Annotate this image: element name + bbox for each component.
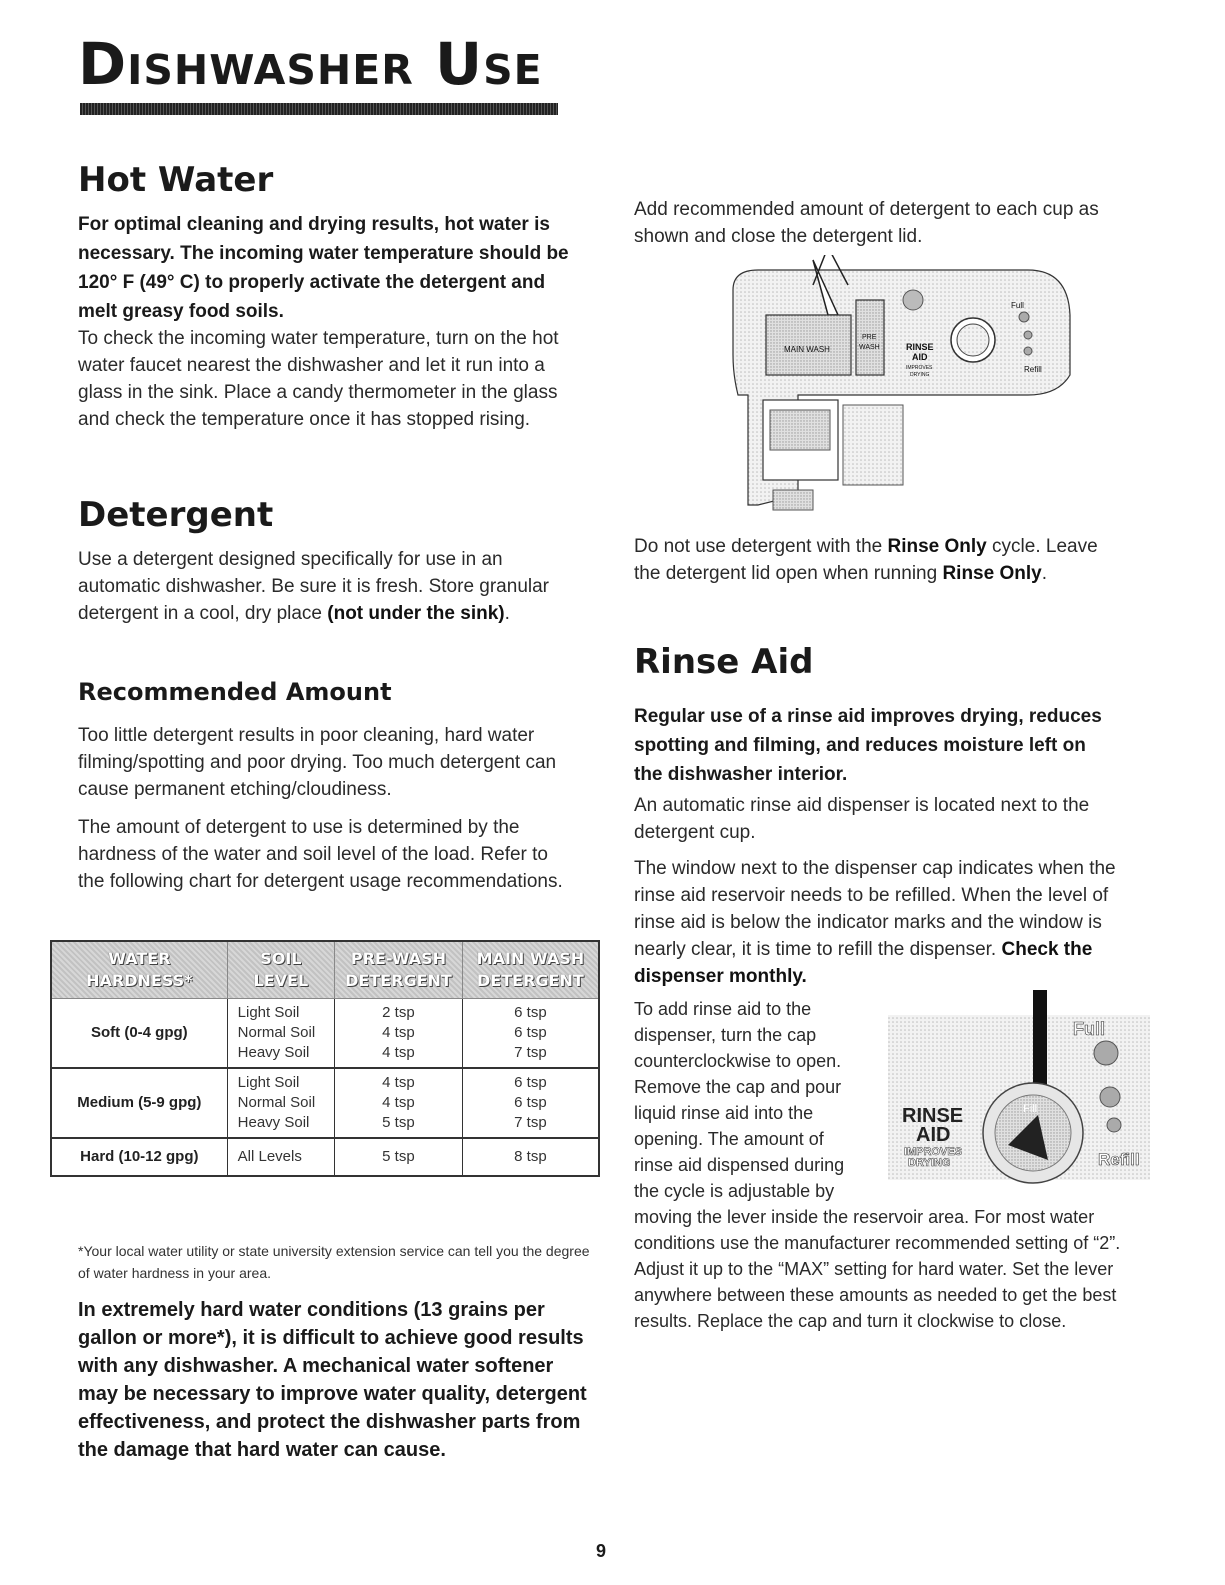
recommended-amount-heading: Recommended Amount — [78, 678, 392, 706]
fig2-label-full: Full — [1073, 1019, 1105, 1039]
fig-label-drying: DRYING — [910, 372, 930, 378]
hardness-cell: Medium (5-9 gpg) — [51, 1068, 227, 1138]
hard-water-warning: In extremely hard water conditions (13 grains per gallon or more*), it is difficult to achieve good results with any dishwasher. A mechanical water softener may be necessary to improve water quality, detergent effectiveness, and protect the dishwasher parts from the damage that hard water can cause. — [78, 1299, 587, 1461]
soil-level-cell: All Levels — [227, 1138, 334, 1176]
hot-water-heading: Hot Water — [78, 160, 274, 200]
hardness-footnote: *Your local water utility or state university extension service can tell you the degree of water hardness in your area. — [78, 1243, 590, 1281]
table-header-row — [51, 941, 599, 999]
fig-label-refill: Refill — [1024, 365, 1042, 374]
rinse-aid-heading: Rinse Aid — [634, 642, 814, 682]
page-number: 9 — [596, 1541, 607, 1561]
detergent-body: Use a detergent designed specifically for use in an automatic dishwasher. Be sure it is fresh. Store granular detergent in a cool, dry place (not under the sink). — [78, 549, 550, 624]
main-wash-cell: 8 tsp — [462, 1138, 599, 1176]
pre-wash-cell: 4 tsp 4 tsp 5 tsp — [335, 1068, 463, 1138]
header-soil-level: SOIL LEVEL — [227, 941, 334, 999]
header-main-wash-detergent: MAIN WASH DETERGENT — [462, 941, 599, 999]
title-underline — [80, 103, 558, 115]
hot-water-body: To check the incoming water temperature, turn on the hot water faucet nearest the dishwasher and let it run into a glass in the sink. Place a candy thermometer in the glass and check the temperature once it has stopped rising. — [78, 328, 559, 430]
table-row — [51, 999, 599, 1069]
pre-wash-cell: 5 tsp — [335, 1138, 463, 1176]
detergent-usage-table — [50, 940, 600, 1177]
main-wash-cell: 6 tsp 6 tsp 7 tsp — [462, 999, 599, 1069]
add-detergent-text: Add recommended amount of detergent to each cup as shown and close the detergent lid. — [634, 199, 1099, 247]
rinse-aid-p3-rest: moving the lever inside the reservoir area. For most water conditions use the manufacturer recommended setting of “2”. Adjust it up to the “MAX” setting for hard water. Set the lever anywhere between these amounts as needed to get the best results. Replace the cap and turn it clockwise to close. — [634, 1207, 1121, 1331]
header-pre-wash-detergent: PRE-WASH DETERGENT — [335, 941, 463, 999]
fig-label-full: Full — [1011, 301, 1024, 310]
rinse-only-note: Do not use detergent with the Rinse Only cycle. Leave the detergent lid open when running Rinse Only. — [634, 536, 1098, 584]
fig2-label-aid: AID — [916, 1124, 951, 1146]
fig2-label-drying: DRYING — [908, 1157, 951, 1169]
detergent-dispenser-illustration — [728, 255, 1073, 520]
page-title: Dishwasher Use — [78, 30, 543, 98]
fig-label-aid: AID — [912, 352, 928, 362]
soil-level-cell: Light Soil Normal Soil Heavy Soil — [227, 999, 334, 1069]
fig-label-improves: IMPROVES — [906, 365, 933, 371]
detergent-heading: Detergent — [78, 495, 274, 535]
hardness-cell: Hard (10-12 gpg) — [51, 1138, 227, 1176]
recommended-p2: The amount of detergent to use is determined by the hardness of the water and soil level of the load. Refer to the following chart for detergent usage recommendations. — [78, 817, 563, 892]
fig-label-pre: PRE — [862, 334, 877, 341]
hot-water-lead: For optimal cleaning and drying results, hot water is necessary. The incoming water temperature should be 120° F (49° C) to properly activate the detergent and melt greasy food soils. — [78, 214, 569, 322]
rinse-aid-p1: An automatic rinse aid dispenser is located next to the detergent cup. — [634, 795, 1090, 843]
table-row — [51, 1068, 599, 1138]
rinse-aid-cap-illustration — [888, 985, 1150, 1185]
soil-level-cell: Light Soil Normal Soil Heavy Soil — [227, 1068, 334, 1138]
main-wash-cell: 6 tsp 6 tsp 7 tsp — [462, 1068, 599, 1138]
fig2-label-improves: IMPROVES — [904, 1146, 963, 1158]
fig-label-rinse: RINSE — [906, 342, 934, 352]
fig-label-wash: WASH — [859, 344, 880, 351]
table-row — [51, 1138, 599, 1176]
header-water-hardness: WATER HARDNESS* — [51, 941, 227, 999]
recommended-p1: Too little detergent results in poor cleaning, hard water filming/spotting and poor drying. Too much detergent can cause permanent etching/cloudiness. — [78, 725, 557, 800]
fig2-label-refill: Refill — [1098, 1150, 1140, 1169]
pre-wash-cell: 2 tsp 4 tsp 4 tsp — [335, 999, 463, 1069]
rinse-aid-p2: The window next to the dispenser cap indicates when the rinse aid reservoir needs to be refilled. When the level of rinse aid is below the indicator marks and the window is nearly clear, it is time to refill the dispenser. Check the dispenser monthly. — [634, 858, 1116, 987]
fig-label-main-wash: MAIN WASH — [784, 345, 830, 354]
fig2-label-rinse: RINSE — [902, 1105, 964, 1127]
fig2-label-fill: Fill — [1023, 1103, 1038, 1115]
rinse-aid-p3-wrapped: To add rinse aid to the dispenser, turn the cap counterclockwise to open. Remove the cap and pour liquid rinse aid into the opening. The amount of rinse aid dispensed during the cycle is adjustable by — [634, 999, 845, 1201]
rinse-aid-lead: Regular use of a rinse aid improves drying, reduces spotting and filming, and reduces moisture left on the dishwasher interior. — [634, 706, 1102, 785]
hardness-cell: Soft (0-4 gpg) — [51, 999, 227, 1069]
